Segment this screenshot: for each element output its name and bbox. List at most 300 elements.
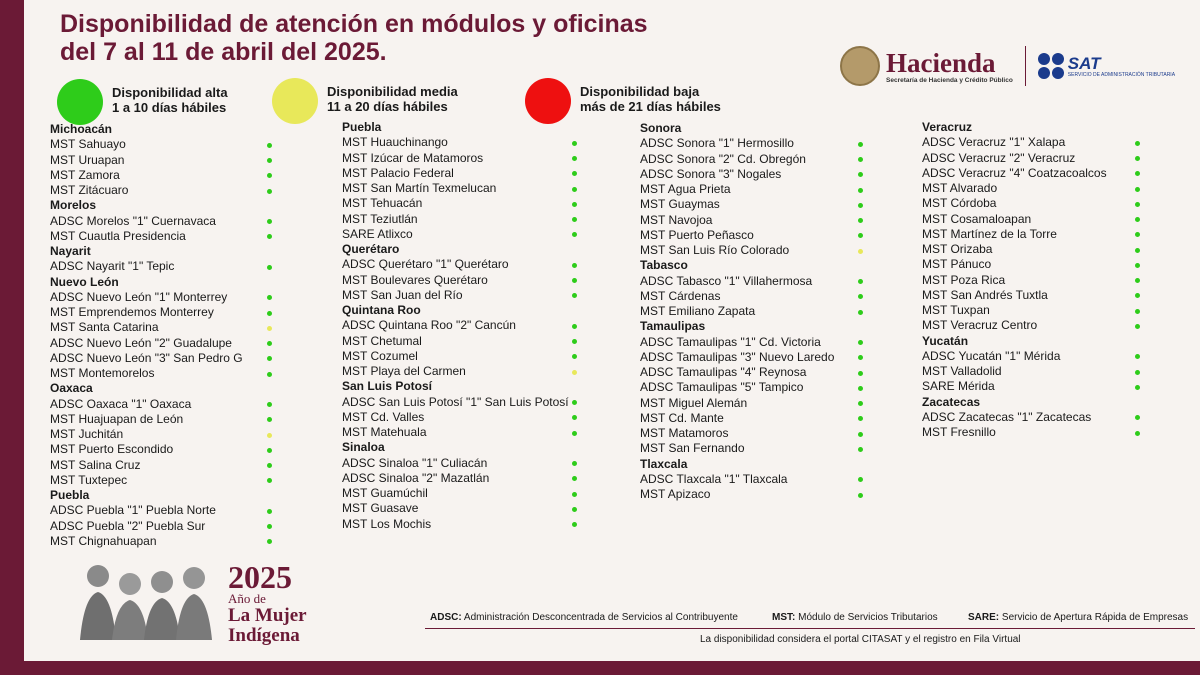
sat-subtitle: SERVICIO DE ADMINISTRACIÓN TRIBUTARIA <box>1067 71 1176 78</box>
office-row <box>342 288 580 303</box>
office-row <box>342 151 580 166</box>
office-row <box>640 487 866 502</box>
office-row <box>342 486 580 501</box>
availability-dot-icon <box>858 203 863 208</box>
availability-dot-icon <box>1135 431 1140 436</box>
office-row <box>640 396 866 411</box>
footnote-sare-text: Servicio de Apertura Rápida de Empresas <box>999 612 1189 623</box>
office-row <box>50 320 275 335</box>
legend-baja-circle <box>525 78 571 124</box>
availability-dot-icon <box>1135 385 1140 390</box>
bottom-accent-band <box>0 661 1200 675</box>
availability-dot-icon <box>572 431 577 436</box>
availability-dot-icon <box>267 265 272 270</box>
office-row <box>922 318 1143 333</box>
availability-dot-icon <box>572 202 577 207</box>
office-row <box>922 410 1143 425</box>
office-name: ADSC Oaxaca "1" Oaxaca <box>50 396 192 411</box>
availability-dot-icon <box>1135 141 1140 146</box>
office-name: MST Apizaco <box>640 487 711 501</box>
office-row <box>50 305 275 320</box>
footnote-adsc-abbr: ADSC: <box>430 612 462 623</box>
footnote-sare-abbr: SARE: <box>968 612 1000 623</box>
state-heading: Veracruz <box>922 120 973 134</box>
office-row <box>922 212 1143 227</box>
office-row <box>342 410 580 425</box>
office-name: MST Fresnillo <box>922 425 996 439</box>
hacienda-subtitle: Secretaría de Hacienda y Crédito Público <box>886 76 1013 84</box>
year-logo-line2: La Mujer <box>228 605 307 626</box>
office-row <box>640 441 866 456</box>
office-name: MST Cosamaloapan <box>922 211 1032 226</box>
office-row <box>640 213 866 228</box>
availability-dot-icon <box>1135 202 1140 207</box>
office-name: MST Santa Catarina <box>50 320 159 335</box>
office-name: ADSC Tamaulipas "5" Tampico <box>640 380 804 395</box>
state-heading: Sonora <box>640 121 682 135</box>
office-name: ADSC Sinaloa "2" Mazatlán <box>342 470 490 485</box>
logo-divider <box>1025 46 1026 86</box>
availability-dot-icon <box>1135 248 1140 253</box>
legend-baja <box>525 78 721 124</box>
availability-dot-icon <box>572 156 577 161</box>
office-name: ADSC Puebla "1" Puebla Norte <box>50 503 216 518</box>
availability-dot-icon <box>858 157 863 162</box>
office-row <box>922 181 1143 196</box>
office-row <box>50 427 275 442</box>
availability-dot-icon <box>858 233 863 238</box>
office-name: MST Tuxtepec <box>50 472 128 487</box>
office-name: MST Chetumal <box>342 333 422 348</box>
availability-dot-icon <box>1135 171 1140 176</box>
office-name: MST Guamúchil <box>342 486 428 500</box>
availability-dot-icon <box>858 401 863 406</box>
office-name: ADSC Tlaxcala "1" Tlaxcala <box>640 471 788 486</box>
office-row <box>342 517 580 532</box>
office-name: ADSC Morelos "1" Cuernavaca <box>50 213 216 228</box>
office-row <box>50 473 275 488</box>
office-row <box>342 135 580 150</box>
availability-dot-icon <box>858 477 863 482</box>
office-name: ADSC Sonora "3" Nogales <box>640 166 782 181</box>
office-name: MST Cozumel <box>342 348 418 363</box>
availability-dot-icon <box>267 234 272 239</box>
office-name: MST San Luis Río Colorado <box>640 243 790 257</box>
state-heading: Sinaloa <box>342 440 385 455</box>
office-name: MST Juchitán <box>50 427 124 441</box>
office-name: ADSC Sonora "2" Cd. Obregón <box>640 151 806 166</box>
office-row <box>50 503 275 518</box>
office-row <box>342 227 580 242</box>
hacienda-name: Hacienda <box>886 47 996 78</box>
office-row <box>640 411 866 426</box>
availability-dot-icon <box>858 294 863 299</box>
availability-dot-icon <box>572 400 577 405</box>
state-heading: Tamaulipas <box>640 319 706 334</box>
office-name: MST Veracruz Centro <box>922 318 1038 333</box>
left-accent-band <box>0 0 24 675</box>
legend-media <box>272 78 458 124</box>
office-name: MST Emprendemos Monterrey <box>50 305 214 319</box>
office-row <box>640 182 866 197</box>
state-heading: Zacatecas <box>922 394 981 409</box>
office-name: MST Orizaba <box>922 242 993 256</box>
availability-dot-icon <box>1135 293 1140 298</box>
legend-baja-range: más de 21 días hábiles <box>580 99 721 114</box>
office-row <box>640 289 866 304</box>
office-column-4 <box>922 120 1143 440</box>
office-name: MST Córdoba <box>922 196 997 211</box>
state-heading: Querétaro <box>342 242 400 256</box>
availability-dot-icon <box>267 372 272 377</box>
office-row <box>342 395 580 410</box>
office-row <box>640 304 866 319</box>
availability-dot-icon <box>572 171 577 176</box>
office-name: MST Huauchinango <box>342 135 448 150</box>
office-name: ADSC Nuevo León "3" San Pedro G <box>50 350 243 365</box>
office-name: MST Poza Rica <box>922 272 1006 287</box>
office-name: MST Cd. Mante <box>640 410 724 425</box>
office-name: ADSC Zacatecas "1" Zacatecas <box>922 409 1092 424</box>
page-title <box>60 10 648 66</box>
availability-dot-icon <box>1135 370 1140 375</box>
office-row <box>922 364 1143 379</box>
office-name: MST Guaymas <box>640 197 720 212</box>
office-row <box>640 197 866 212</box>
office-name: MST Chignahuapan <box>50 533 157 548</box>
office-name: MST Los Mochis <box>342 516 432 531</box>
office-name: ADSC Tamaulipas "1" Cd. Victoria <box>640 334 821 349</box>
office-name: ADSC Nuevo León "2" Guadalupe <box>50 335 232 350</box>
office-row <box>50 366 275 381</box>
office-name: ADSC Tabasco "1" Villahermosa <box>640 273 813 288</box>
office-row <box>50 290 275 305</box>
office-row <box>342 212 580 227</box>
office-name: MST Matehuala <box>342 425 427 439</box>
office-name: MST Teziutlán <box>342 211 418 226</box>
availability-dot-icon <box>267 417 272 422</box>
state-heading: Puebla <box>342 120 382 134</box>
availability-dot-icon <box>858 218 863 223</box>
office-row <box>640 380 866 395</box>
office-row <box>50 137 275 152</box>
availability-dot-icon <box>267 463 272 468</box>
office-row <box>640 335 866 350</box>
office-name: MST Guasave <box>342 501 419 516</box>
office-name: ADSC Tamaulipas "4" Reynosa <box>640 365 807 379</box>
office-row <box>640 167 866 182</box>
legend-alta-range: 1 a 10 días hábiles <box>112 100 227 115</box>
availability-dot-icon <box>858 386 863 391</box>
office-name: MST Sahuayo <box>50 137 126 152</box>
availability-dot-icon <box>858 142 863 147</box>
footnote-mst <box>772 612 938 623</box>
office-row <box>50 259 275 274</box>
office-name: MST Pánuco <box>922 257 992 272</box>
office-name: MST Navojoa <box>640 212 713 227</box>
institution-logos <box>840 42 1175 90</box>
state-heading: Puebla <box>50 488 90 502</box>
availability-dot-icon <box>267 326 272 331</box>
office-name: MST Zamora <box>50 167 120 182</box>
office-row <box>342 196 580 211</box>
state-heading: Michoacán <box>50 122 113 136</box>
availability-dot-icon <box>267 356 272 361</box>
state-heading: Yucatán <box>922 333 969 348</box>
office-row <box>922 273 1143 288</box>
availability-dot-icon <box>572 187 577 192</box>
availability-dot-icon <box>572 278 577 283</box>
office-name: MST Agua Prieta <box>640 182 731 196</box>
availability-dot-icon <box>572 263 577 268</box>
availability-dot-icon <box>572 492 577 497</box>
availability-dot-icon <box>572 415 577 420</box>
availability-dot-icon <box>1135 232 1140 237</box>
availability-dot-icon <box>1135 354 1140 359</box>
office-name: ADSC Tamaulipas "3" Nuevo Laredo <box>640 349 835 364</box>
office-row <box>640 228 866 243</box>
availability-dot-icon <box>572 339 577 344</box>
office-row <box>342 257 580 272</box>
office-name: ADSC Puebla "2" Puebla Sur <box>50 518 206 533</box>
availability-dot-icon <box>267 524 272 529</box>
office-name: ADSC Veracruz "4" Coatzacoalcos <box>922 165 1107 180</box>
office-row <box>342 471 580 486</box>
availability-dot-icon <box>572 293 577 298</box>
availability-dot-icon <box>858 432 863 437</box>
year-logo-line1: Año de <box>228 591 266 606</box>
availability-dot-icon <box>267 539 272 544</box>
office-name: MST Cuautla Presidencia <box>50 228 186 243</box>
availability-dot-icon <box>858 172 863 177</box>
office-row <box>342 425 580 440</box>
availability-dot-icon <box>267 158 272 163</box>
state-heading: Quintana Roo <box>342 303 421 317</box>
footnote-adsc-text: Administración Desconcentrada de Servicios al Contribuyente <box>461 612 738 623</box>
office-name: MST Montemorelos <box>50 366 155 380</box>
availability-dot-icon <box>858 416 863 421</box>
office-row <box>922 242 1143 257</box>
availability-dot-icon <box>267 295 272 300</box>
year-logo-year: 2025 <box>228 559 292 595</box>
office-name: MST Puerto Peñasco <box>640 227 754 242</box>
national-seal-icon <box>840 46 880 86</box>
availability-dot-icon <box>1135 278 1140 283</box>
availability-dot-icon <box>572 461 577 466</box>
availability-dot-icon <box>267 341 272 346</box>
office-row <box>342 456 580 471</box>
availability-dot-icon <box>858 447 863 452</box>
office-name: ADSC Yucatán "1" Mérida <box>922 348 1061 363</box>
office-name: MST Playa del Carmen <box>342 364 466 378</box>
office-name: MST Huajuapan de León <box>50 411 184 426</box>
availability-dot-icon <box>858 371 863 376</box>
office-name: ADSC San Luis Potosí "1" San Luis Potosí <box>342 394 569 409</box>
office-row <box>50 153 275 168</box>
footnote-mst-abbr: MST: <box>772 612 796 623</box>
office-row <box>50 534 275 549</box>
indigenous-women-illustration <box>70 548 220 640</box>
office-name: ADSC Sinaloa "1" Culiacán <box>342 455 488 470</box>
office-row <box>342 181 580 196</box>
office-name: ADSC Querétaro "1" Querétaro <box>342 257 509 272</box>
availability-dot-icon <box>858 493 863 498</box>
office-row <box>640 365 866 380</box>
state-heading: Tabasco <box>640 258 688 273</box>
office-row <box>640 152 866 167</box>
sat-dots-icon <box>1038 53 1064 79</box>
office-name: MST Miguel Alemán <box>640 395 748 410</box>
office-name: MST Tuxpan <box>922 303 990 317</box>
office-row <box>50 519 275 534</box>
office-row <box>922 166 1143 181</box>
availability-dot-icon <box>267 311 272 316</box>
office-row <box>640 350 866 365</box>
office-row <box>342 501 580 516</box>
availability-dot-icon <box>1135 309 1140 314</box>
office-row <box>342 364 580 379</box>
availability-dot-icon <box>572 370 577 375</box>
office-row <box>922 379 1143 394</box>
office-row <box>640 426 866 441</box>
footnote-adsc <box>430 612 738 623</box>
availability-dot-icon <box>267 219 272 224</box>
office-name: MST Emiliano Zapata <box>640 304 756 318</box>
availability-dot-icon <box>267 433 272 438</box>
office-name: MST Cd. Valles <box>342 409 425 424</box>
availability-dot-icon <box>267 509 272 514</box>
office-name: MST Palacio Federal <box>342 165 454 180</box>
office-name: MST Izúcar de Matamoros <box>342 150 484 165</box>
state-heading: San Luis Potosí <box>342 379 433 394</box>
availability-dot-icon <box>267 478 272 483</box>
office-name: MST Valladolid <box>922 364 1002 378</box>
office-column-3 <box>640 121 866 502</box>
office-name: ADSC Quintana Roo "2" Cancún <box>342 318 516 333</box>
footnote-sare <box>968 612 1188 623</box>
legend-media-title: Disponibilidad media <box>327 84 458 99</box>
state-heading: Tlaxcala <box>640 456 688 471</box>
office-row <box>922 349 1143 364</box>
footnote-mst-text: Módulo de Servicios Tributarios <box>795 612 938 623</box>
title-line-2: del 7 al 11 de abril del 2025. <box>60 38 387 66</box>
office-name: MST Matamoros <box>640 426 729 440</box>
office-row <box>50 183 275 198</box>
office-row <box>922 196 1143 211</box>
office-name: MST Martínez de la Torre <box>922 226 1057 241</box>
availability-dot-icon <box>572 217 577 222</box>
office-row <box>50 336 275 351</box>
availability-dot-icon <box>858 279 863 284</box>
office-row <box>342 273 580 288</box>
office-name: MST San Juan del Río <box>342 287 463 302</box>
office-name: SARE Atlixco <box>342 226 413 241</box>
office-name: ADSC Veracruz "2" Veracruz <box>922 150 1076 165</box>
year-logo-line3: Indígena <box>228 625 300 646</box>
legend-baja-title: Disponibilidad baja <box>580 84 700 99</box>
office-row <box>640 136 866 151</box>
office-row <box>50 458 275 473</box>
office-row <box>922 135 1143 150</box>
office-name: SARE Mérida <box>922 379 995 394</box>
state-heading: Morelos <box>50 198 97 213</box>
availability-dot-icon <box>1135 324 1140 329</box>
availability-dot-icon <box>267 402 272 407</box>
year-logo <box>228 559 307 646</box>
availability-dot-icon <box>1135 187 1140 192</box>
footnote-divider <box>425 628 1195 629</box>
availability-dot-icon <box>1135 263 1140 268</box>
office-name: MST Puerto Escondido <box>50 442 174 457</box>
office-row <box>922 425 1143 440</box>
office-row <box>922 303 1143 318</box>
availability-dot-icon <box>267 143 272 148</box>
availability-dot-icon <box>267 173 272 178</box>
office-name: MST Salina Cruz <box>50 457 141 472</box>
office-row <box>640 472 866 487</box>
office-name: ADSC Nayarit "1" Tepic <box>50 259 175 274</box>
legend-media-range: 11 a 20 días hábiles <box>327 99 448 114</box>
office-name: MST San Martín Texmelucan <box>342 181 497 195</box>
office-row <box>50 397 275 412</box>
legend-alta <box>57 79 228 125</box>
state-heading: Nayarit <box>50 244 91 258</box>
availability-dot-icon <box>858 355 863 360</box>
office-row <box>922 257 1143 272</box>
office-row <box>640 243 866 258</box>
office-row <box>50 214 275 229</box>
office-name: MST San Fernando <box>640 441 745 456</box>
legend-media-circle <box>272 78 318 124</box>
office-row <box>640 274 866 289</box>
office-name: MST Uruapan <box>50 152 125 167</box>
sat-logo <box>1068 55 1175 78</box>
office-name: MST Tehuacán <box>342 196 423 211</box>
office-row <box>342 334 580 349</box>
office-row <box>922 288 1143 303</box>
office-name: ADSC Nuevo León "1" Monterrey <box>50 289 228 304</box>
hacienda-logo <box>886 49 1013 84</box>
office-row <box>922 227 1143 242</box>
availability-dot-icon <box>572 232 577 237</box>
office-name: ADSC Veracruz "1" Xalapa <box>922 135 1066 150</box>
office-row <box>50 442 275 457</box>
title-line-1: Disponibilidad de atención en módulos y oficinas <box>60 10 648 38</box>
office-column-2 <box>342 120 580 532</box>
office-row <box>922 151 1143 166</box>
office-row <box>342 318 580 333</box>
office-row <box>342 166 580 181</box>
legend-alta-circle <box>57 79 103 125</box>
office-name: MST Alvarado <box>922 181 998 195</box>
office-name: MST Zitácuaro <box>50 183 129 197</box>
availability-dot-icon <box>267 448 272 453</box>
office-row <box>50 351 275 366</box>
office-row <box>342 349 580 364</box>
availability-dot-icon <box>858 310 863 315</box>
availability-dot-icon <box>1135 156 1140 161</box>
availability-dot-icon <box>1135 415 1140 420</box>
availability-dot-icon <box>267 189 272 194</box>
office-row <box>50 229 275 244</box>
disclaimer-text: La disponibilidad considera el portal CITASAT y el registro en Fila Virtual <box>700 634 1021 645</box>
availability-dot-icon <box>1135 217 1140 222</box>
office-name: ADSC Sonora "1" Hermosillo <box>640 136 794 151</box>
state-heading: Nuevo León <box>50 274 119 289</box>
office-name: MST San Andrés Tuxtla <box>922 287 1048 302</box>
availability-dot-icon <box>858 340 863 345</box>
office-row <box>50 412 275 427</box>
